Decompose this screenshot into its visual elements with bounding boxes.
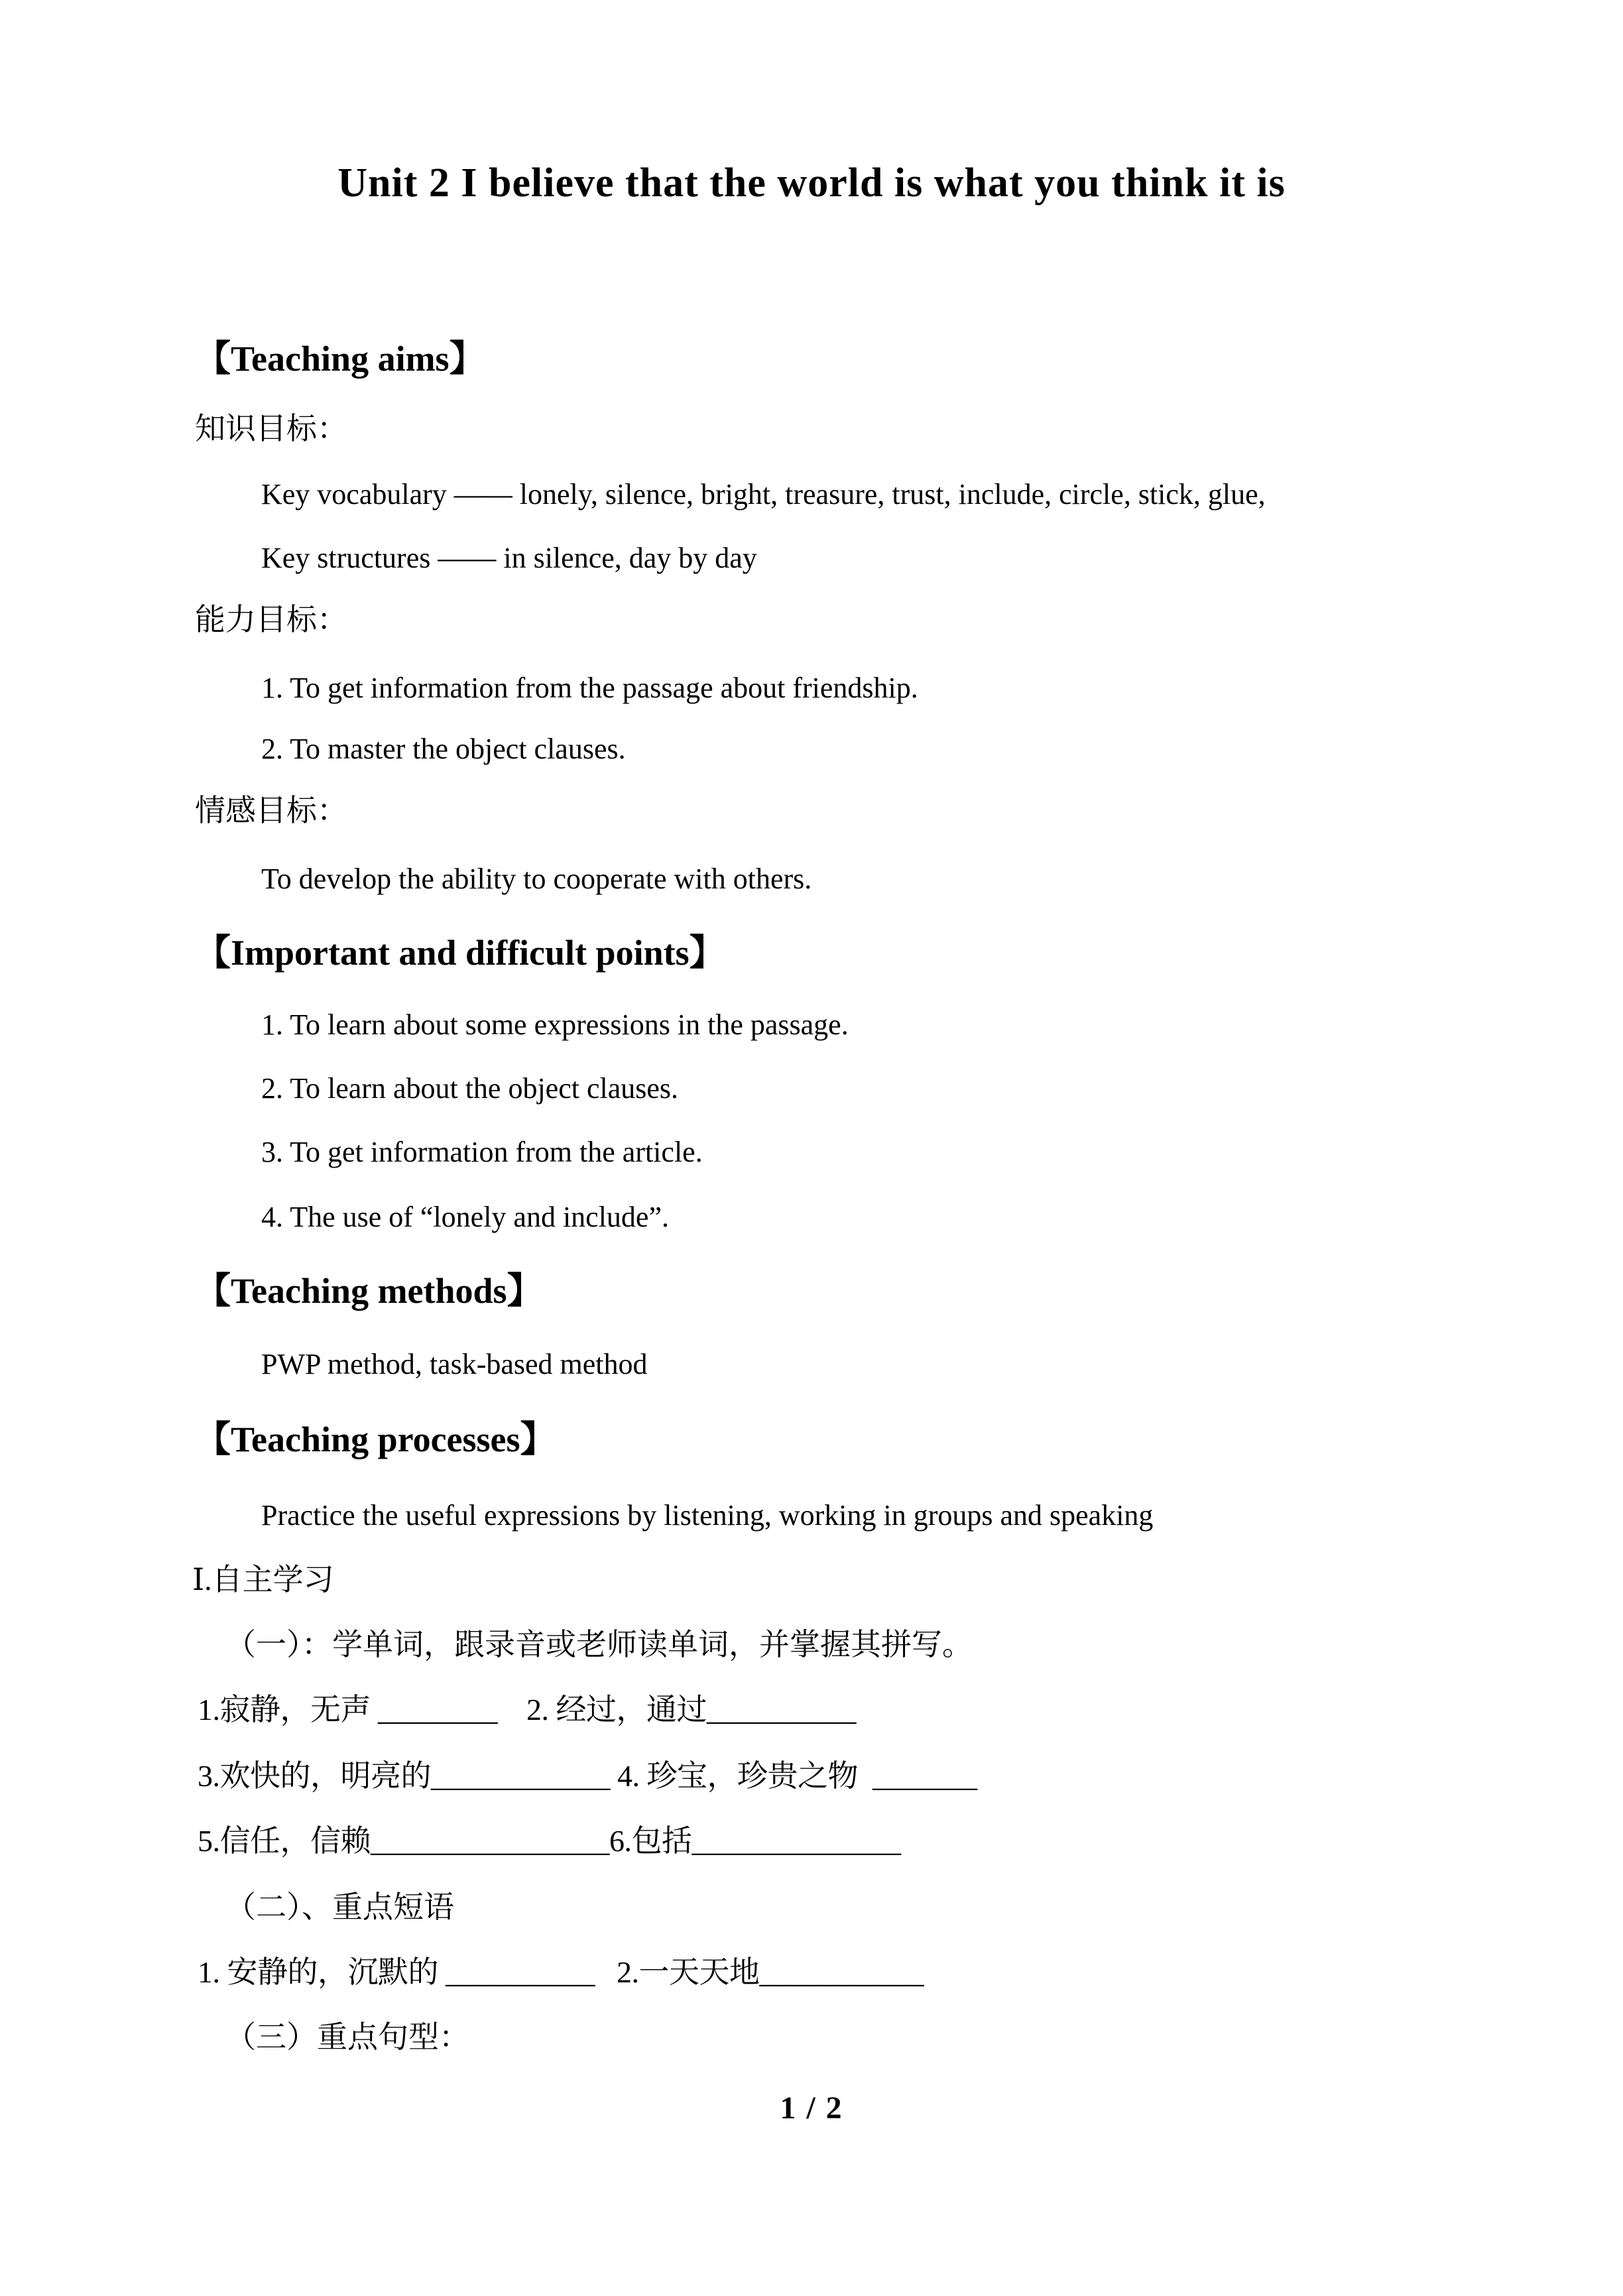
teaching-processes-intro: Practice the useful expressions by listening, working in groups and speaking — [261, 1499, 1154, 1532]
part-one-sub-heading: （一）：学单词，跟录音或老师读单词，并掌握其拼写。 — [225, 1628, 973, 1662]
vocab-row-2: 3.欢快的，明亮的____________ 4. 珍宝，珍贵之物 _______ — [198, 1759, 977, 1793]
part-two-sub-heading: （二）、重点短语 — [225, 1890, 454, 1924]
emotion-item-1: To develop the ability to cooperate with others. — [261, 863, 812, 895]
section-heading-teaching-methods: 【Teaching methods】 — [195, 1271, 543, 1311]
section-heading-important-points: 【Important and difficult points】 — [195, 933, 725, 973]
page-title: Unit 2 I believe that the world is what you think it is — [337, 160, 1286, 206]
section-heading-teaching-processes: 【Teaching processes】 — [195, 1420, 556, 1459]
vocab-row-3: 5.信任，信赖________________6.包括______________ — [198, 1824, 901, 1858]
important-point-4: 4. The use of “lonely and include”. — [261, 1201, 669, 1233]
key-structures-line: Key structures —— in silence, day by day — [261, 542, 757, 574]
important-point-1: 1. To learn about some expressions in the passage. — [261, 1008, 849, 1041]
ability-objective-label: 能力目标： — [195, 603, 347, 636]
important-point-2: 2. To learn about the object clauses. — [261, 1072, 679, 1105]
part-one-roman-heading: Ⅰ.自主学习 — [192, 1563, 334, 1597]
phrase-row-1: 1. 安静的，沉默的 __________ 2.一天天地___________ — [198, 1955, 924, 1989]
ability-item-1: 1. To get information from the passage about friendship. — [261, 672, 918, 704]
page-number-footer: 1 / 2 — [780, 2090, 843, 2126]
emotion-objective-label: 情感目标： — [195, 794, 347, 827]
vocab-row-1: 1.寂静，无声 ________ 2. 经过，通过__________ — [198, 1693, 856, 1726]
knowledge-objective-label: 知识目标： — [195, 412, 347, 446]
part-three-sub-heading: （三）重点句型： — [225, 2020, 469, 2054]
section-heading-teaching-aims: 【Teaching aims】 — [195, 339, 485, 379]
important-point-3: 3. To get information from the article. — [261, 1136, 703, 1168]
ability-item-2: 2. To master the object clauses. — [261, 733, 626, 765]
key-vocabulary-line: Key vocabulary —— lonely, silence, bright, treasure, trust, include, circle, stick, glue, — [261, 478, 1266, 511]
teaching-method-1: PWP method, task-based method — [261, 1348, 648, 1380]
